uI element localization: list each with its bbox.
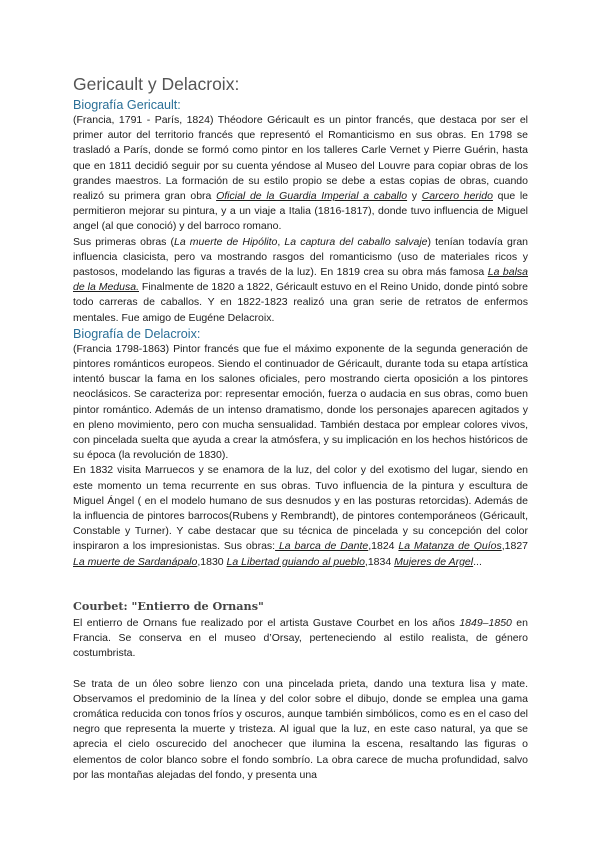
text: En 1832 visita Marruecos y se enamora de la luz, del color y del exotismo del lugar, siendo en este momento un tema recurrente en sus obras. Tuvo influencia de la pintura y escultura de Miguel Ángel ( en el modelo humano de sus desnudos y en las posturas retorcidas). Además de la influencia de pintores barrocos(Rubens y Rembrandt), de pintores contemporáneos (Géricault, Constable y Turner). Y cabe destacar que su técnica de pincelada y su concepción del color inspiraron a los impresionistas. Sus obras: — [73, 464, 528, 553]
text: en Francia. Se conserva en el museo d’Orsay, perteneciendo al estilo realista, de género costumbrista. — [73, 616, 528, 660]
work-title: Mujeres de Argel — [394, 555, 474, 568]
gericault-paragraph-2 — [73, 235, 528, 326]
delacroix-paragraph-1: (Francia 1798-1863) Pintor francés que fue el máximo exponente de la segunda generación de pintores románticos europeos. Siendo el continuador de Géricault, durante toda su etapa artística intentó buscar la fama en los salones oficiales, pero mostrando cierta oposición a los pintores neoclásicos. Se caracteriza por: representar emoción, fuerza o audacia en sus obras, como buen pintor romántico. Además de un intenso dramatismo, donde los personajes aparecen agitados y en pleno movimiento, pero con mucha sensualidad. También destaca por emplear colores vivos, con pincelada suelta que ayuda a crear la atmósfera, y su implicación en los hechos históricos de su época (la revolución de 1830). — [73, 342, 528, 462]
work-title: La barca de Dante — [275, 540, 369, 553]
text: Finalmente de 1820 a 1822, Géricault estuvo en el Reino Unido, donde pintó sobre todo carreras de caballos. Y en 1822-1823 realizó una gran serie de retratos de enfermos mentales. Fue amigo de Eugéne Delacroix. — [73, 281, 528, 324]
text: ,1824 — [368, 540, 399, 553]
heading-delacroix: Biografía de Delacroix: — [73, 326, 201, 341]
work-title: La balsa de la Medusa. — [73, 266, 529, 294]
work-title: La muerte de Hipólito — [174, 235, 278, 248]
courbet-paragraph-1 — [73, 616, 528, 662]
heading-courbet: Courbet: "Entierro de Ornans" — [73, 598, 264, 613]
text: y — [407, 190, 422, 203]
text: ,1834 — [364, 555, 395, 568]
text: El entierro de Ornans fue realizado por el artista Gustave Courbet en los años — [73, 616, 460, 629]
spacer — [73, 662, 528, 677]
heading-gericault: Biografía Gericault: — [73, 98, 181, 112]
spacer — [73, 570, 528, 598]
text: ,1827 — [501, 540, 528, 553]
work-title: La muerte de Sardanápalo — [73, 555, 198, 568]
work-title: Oficial de la Guardia Imperial a caballo — [216, 190, 408, 203]
work-title: La captura del caballo salvaje — [284, 235, 428, 248]
text: que le permitieron mejorar su pintura, y a un viaje a Italia (1816-1817), donde tuvo influencia de Miguel angel (al que conoció) y del barroco romano. — [73, 190, 529, 233]
text: ,1830 — [197, 555, 227, 568]
years: 1849–1850 — [459, 616, 512, 629]
work-title: La Libertad guiando al pueblo — [226, 555, 365, 568]
work-title: La Matanza de Quíos — [398, 540, 502, 553]
courbet-paragraph-2: Se trata de un óleo sobre lienzo con una pincelada prieta, dando una textura lisa y mate. Observamos el predominio de la línea y del color sobre el dibujo, donde se emplea una gama cromática reducida con tonos fríos y oscuros, aunque también simbólicos, como es en el caso del negro que representa la muerte y tristeza. Al igual que la luz, en este caso natural, ya que se aprecia el cielo oscurecido del anochecer que ilumina la escena, resaltando las figuras o elementos de color blanco sobre el fondo sombrío. La obra carece de mucha profundidad, salvo por las montañas alejadas del fondo, y presenta una — [73, 677, 528, 781]
text: , — [277, 235, 285, 248]
text: ) tenían todavía gran influencia clasicista, pero va mostrando rasgos del romanticismo (uso de materiales ricos y pastosos, modelando las figuras a través de la luz). En 1819 crea su obra más famosa — [73, 235, 528, 279]
text: ... — [473, 555, 482, 568]
delacroix-paragraph-2 — [73, 463, 528, 569]
document-title: Gericault y Delacroix: — [73, 74, 240, 94]
text: Sus primeras obras ( — [73, 235, 175, 248]
text: (Francia, 1791 - París, 1824) Théodore Géricault es un pintor francés, que destaca por ser el primer autor del territorio francés que representó el Romanticismo en sus obras. En 1798 se trasladó a París, donde se formó como pintor en los talleres Carle Vernet y Pierre Guérin, hasta que en 1811 decidió seguir por su cuenta yéndose al Museo del Louvre para copiar obras de los grandes maestros. La formación de su estilo propio se debe a estas copias de obras, cuando realizó su primera gran obra — [73, 114, 528, 203]
work-title: Carcero herido — [421, 190, 493, 203]
gericault-paragraph-1 — [73, 113, 528, 235]
